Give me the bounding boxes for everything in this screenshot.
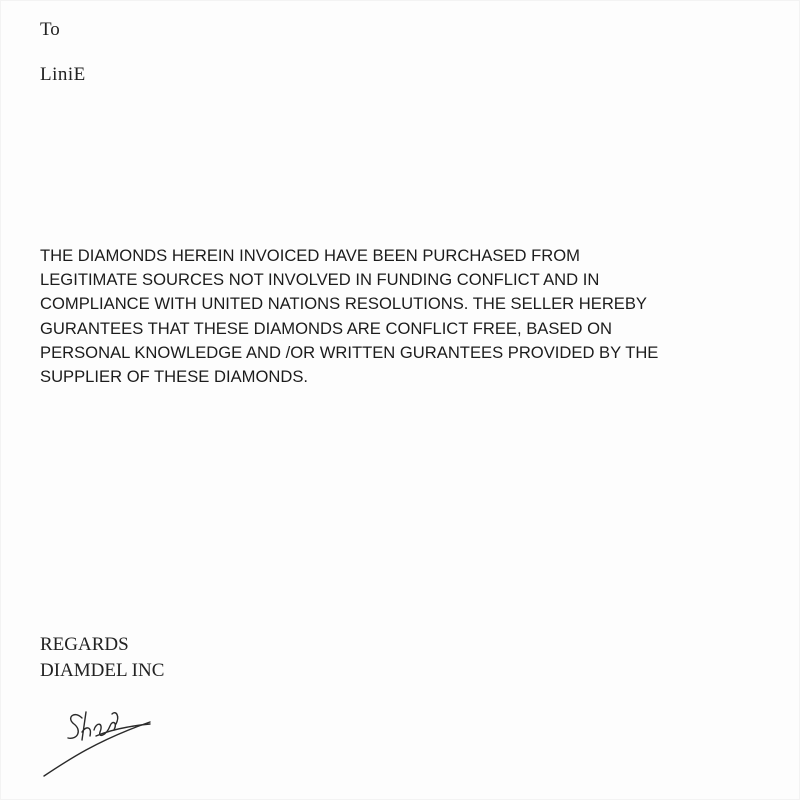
statement-line: COMPLIANCE WITH UNITED NATIONS RESOLUTIONS. THE SELLER HEREBY	[40, 294, 648, 314]
recipient-name: LiniE	[40, 64, 86, 85]
statement-line: GURANTEES THAT THESE DIAMONDS ARE CONFLICT FREE, BASED ON	[40, 318, 612, 338]
statement-line: PERSONAL KNOWLEDGE AND /OR WRITTEN GURANTEES PROVIDED BY THE	[40, 342, 659, 362]
to-label: To	[40, 19, 60, 40]
company-name: DIAMDEL INC	[40, 660, 165, 681]
statement-line: THE DIAMONDS HEREIN INVOICED HAVE BEEN PURCHASED FROM	[40, 246, 580, 265]
signature-icon	[38, 700, 158, 780]
conflict-free-statement	[40, 244, 780, 389]
statement-line: SUPPLIER OF THESE DIAMONDS.	[40, 367, 309, 387]
statement-line: LEGITIMATE SOURCES NOT INVOLVED IN FUNDING CONFLICT AND IN	[40, 270, 600, 290]
closing-regards: REGARDS	[40, 634, 129, 655]
